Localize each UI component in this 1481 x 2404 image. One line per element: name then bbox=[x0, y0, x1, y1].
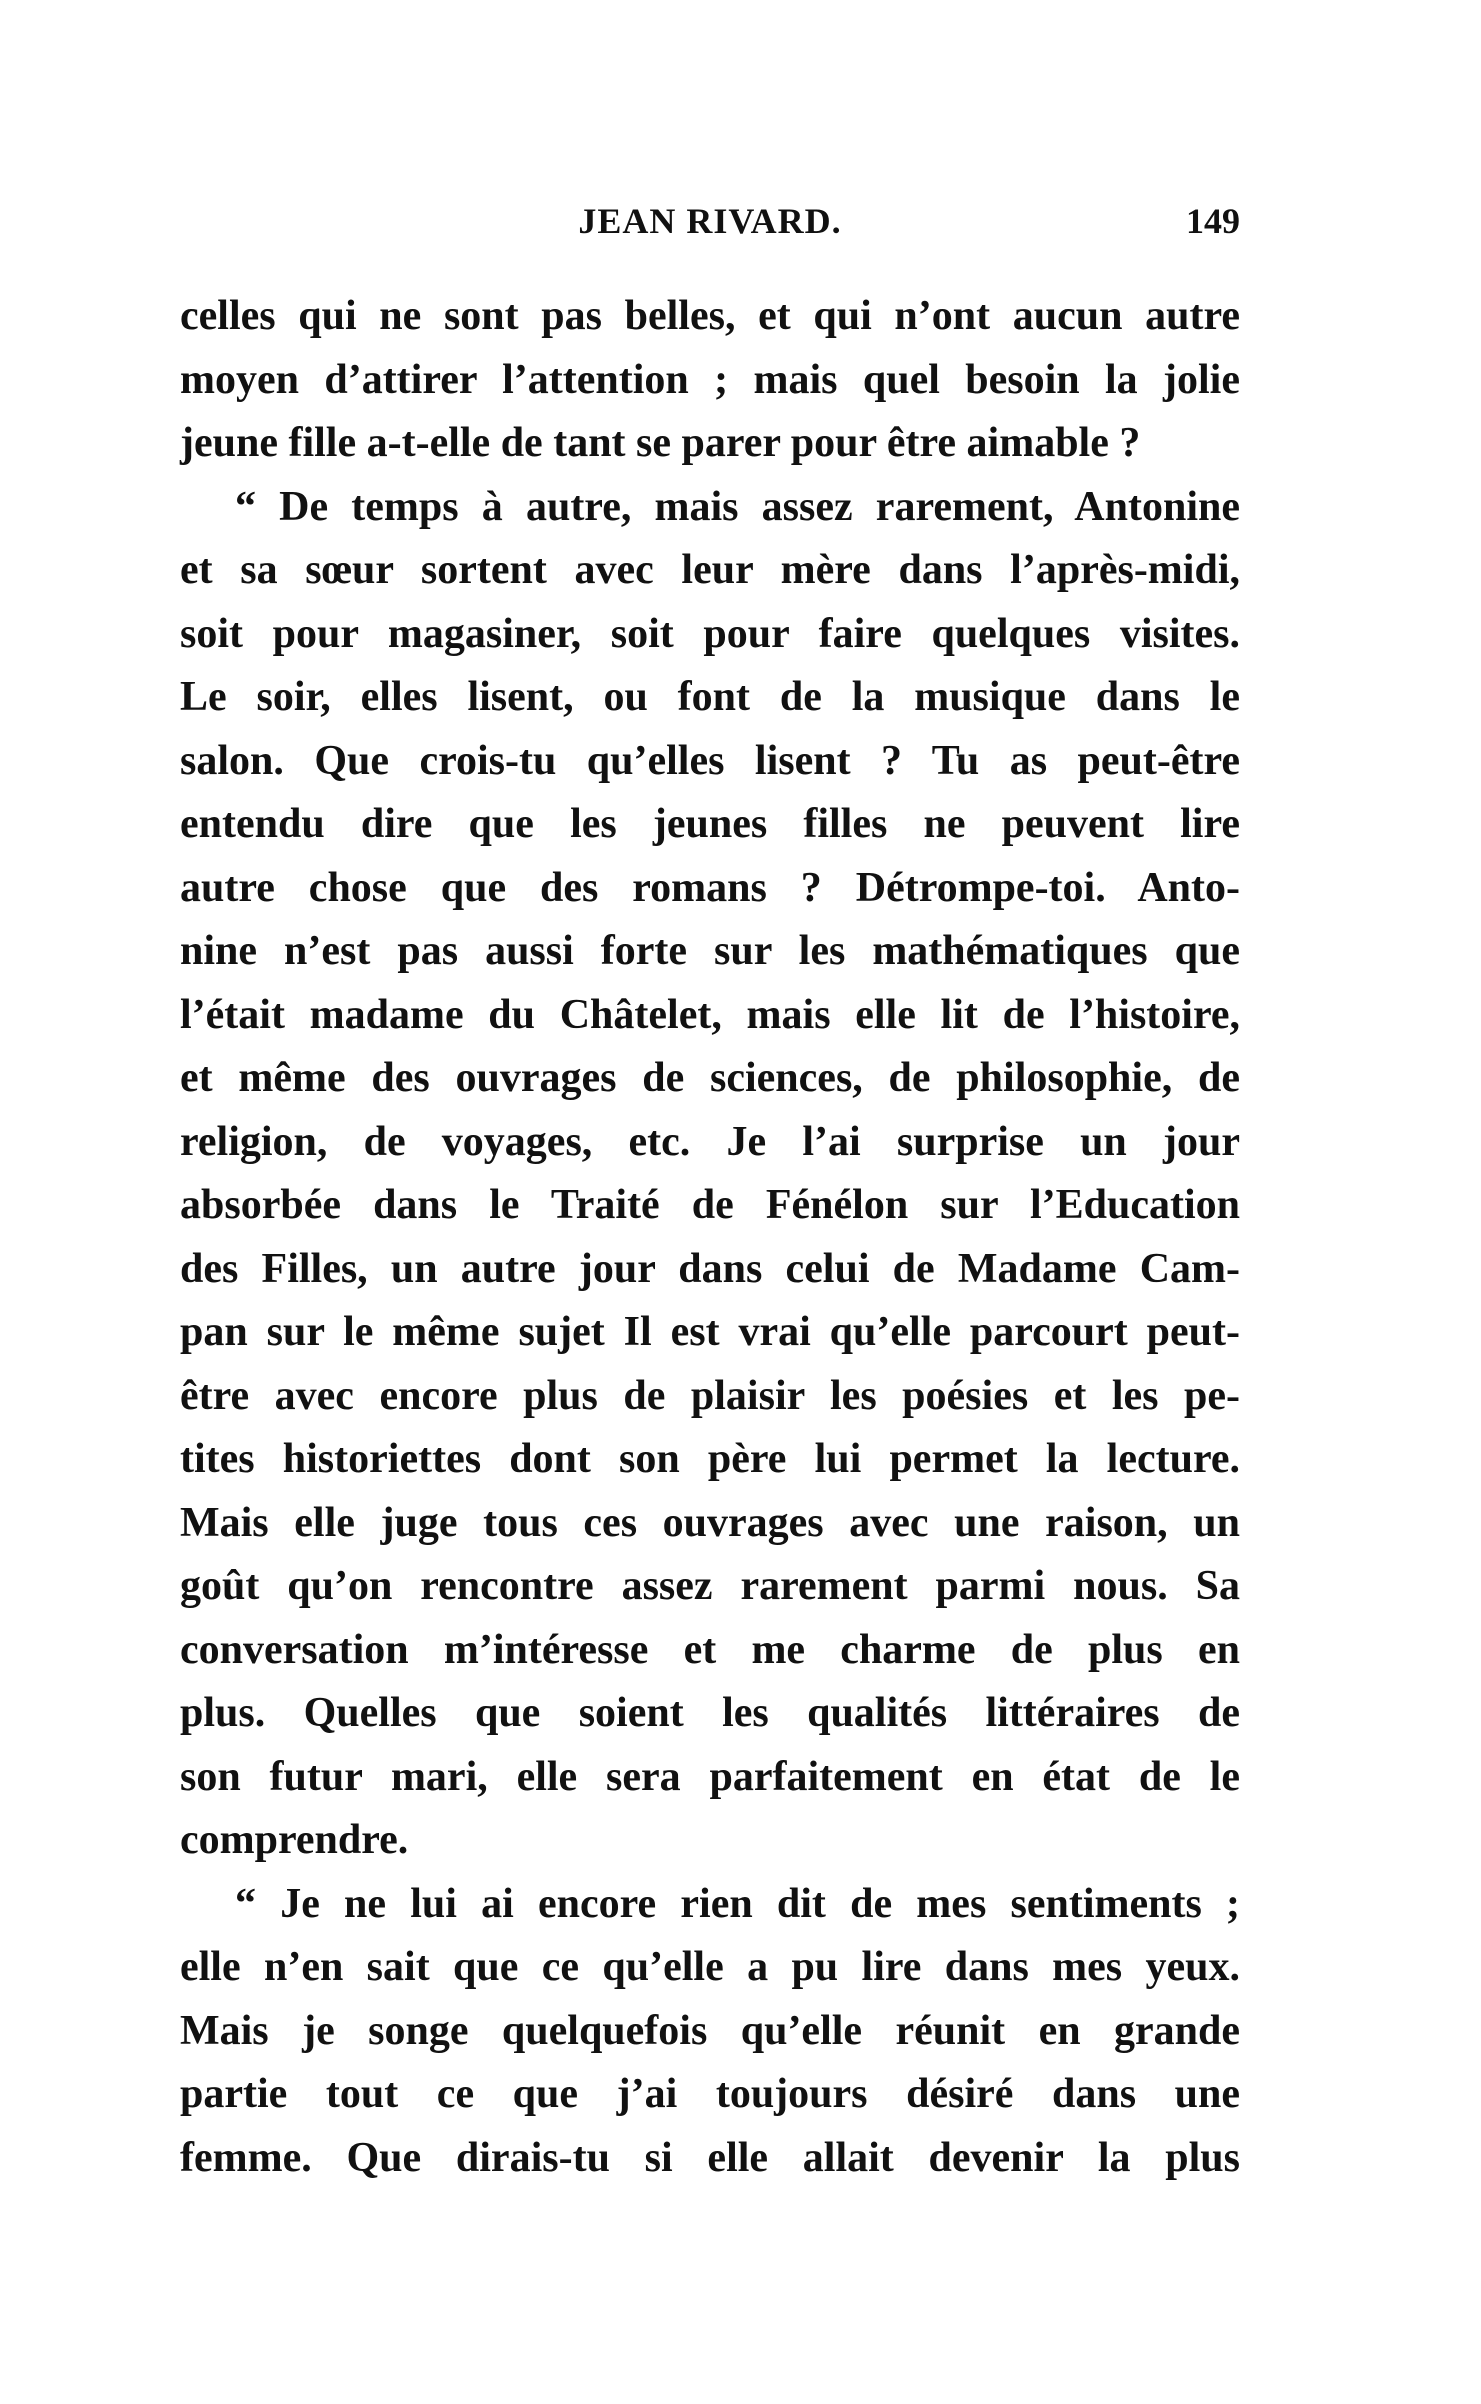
text-line: nine n’est pas aussi forte sur les mathématiques que bbox=[180, 928, 1240, 974]
text-line: des Filles, un autre jour dans celui de Madame Cam- bbox=[180, 1245, 1240, 1292]
text-line: comprendre. bbox=[180, 1817, 409, 1863]
text-line: Le soir, elles lisent, ou font de la musique dans le bbox=[180, 674, 1240, 720]
text-line: conversation m’intéresse et me charme de plus en bbox=[180, 1626, 1240, 1673]
text-line: être avec encore plus de plaisir les poésies et les pe- bbox=[180, 1372, 1240, 1419]
text-line: “ Je ne lui ai encore rien dit de mes sentiments ; bbox=[235, 1880, 1240, 1927]
text-line: elle n’en sait que ce qu’elle a pu lire dans mes yeux. bbox=[180, 1944, 1240, 1990]
text-line: jeune fille a-t-elle de tant se parer pour être aimable ? bbox=[180, 420, 1141, 466]
text-line: tites historiettes dont son père lui permet la lecture. bbox=[180, 1436, 1240, 1482]
text-line: et sa sœur sortent avec leur mère dans l’après-midi, bbox=[180, 547, 1240, 593]
text-line: son futur mari, elle sera parfaitement en état de le bbox=[180, 1753, 1240, 1800]
text-line: celles qui ne sont pas belles, et qui n’ont aucun autre bbox=[180, 293, 1240, 339]
text-line: plus. Quelles que soient les qualités littéraires de bbox=[180, 1690, 1240, 1736]
text-line: Mais elle juge tous ces ouvrages avec une raison, un bbox=[180, 1499, 1240, 1546]
text-line: entendu dire que les jeunes filles ne peuvent lire bbox=[180, 801, 1240, 847]
text-line: salon. Que crois-tu qu’elles lisent ? Tu as peut-être bbox=[180, 737, 1240, 784]
text-line: l’était madame du Châtelet, mais elle lit de l’histoire, bbox=[180, 991, 1240, 1038]
running-head bbox=[180, 200, 1240, 250]
text-line: pan sur le même sujet Il est vrai qu’elle parcourt peut- bbox=[180, 1309, 1240, 1355]
text-line: religion, de voyages, etc. Je l’ai surprise un jour bbox=[180, 1118, 1240, 1165]
text-line: et même des ouvrages de sciences, de philosophie, de bbox=[180, 1055, 1240, 1101]
text-line: moyen d’attirer l’attention ; mais quel besoin la jolie bbox=[180, 356, 1240, 403]
body-text bbox=[180, 285, 1240, 2190]
text-line: Mais je songe quelquefois qu’elle réunit en grande bbox=[180, 2007, 1240, 2054]
text-line: “ De temps à autre, mais assez rarement, Antonine bbox=[235, 483, 1240, 530]
text-line: soit pour magasiner, soit pour faire quelques visites. bbox=[180, 610, 1240, 657]
text-line: femme. Que dirais-tu si elle allait devenir la plus bbox=[180, 2134, 1240, 2181]
running-title: JEAN RIVARD. bbox=[578, 201, 842, 241]
text-line: partie tout ce que j’ai toujours désiré dans une bbox=[180, 2071, 1240, 2117]
page-number: 149 bbox=[1186, 201, 1240, 241]
text-line: goût qu’on rencontre assez rarement parmi nous. Sa bbox=[180, 1563, 1240, 1609]
text-line: absorbée dans le Traité de Fénélon sur l’Education bbox=[180, 1182, 1240, 1228]
text-line: autre chose que des romans ? Détrompe-toi. Anto- bbox=[180, 864, 1240, 911]
